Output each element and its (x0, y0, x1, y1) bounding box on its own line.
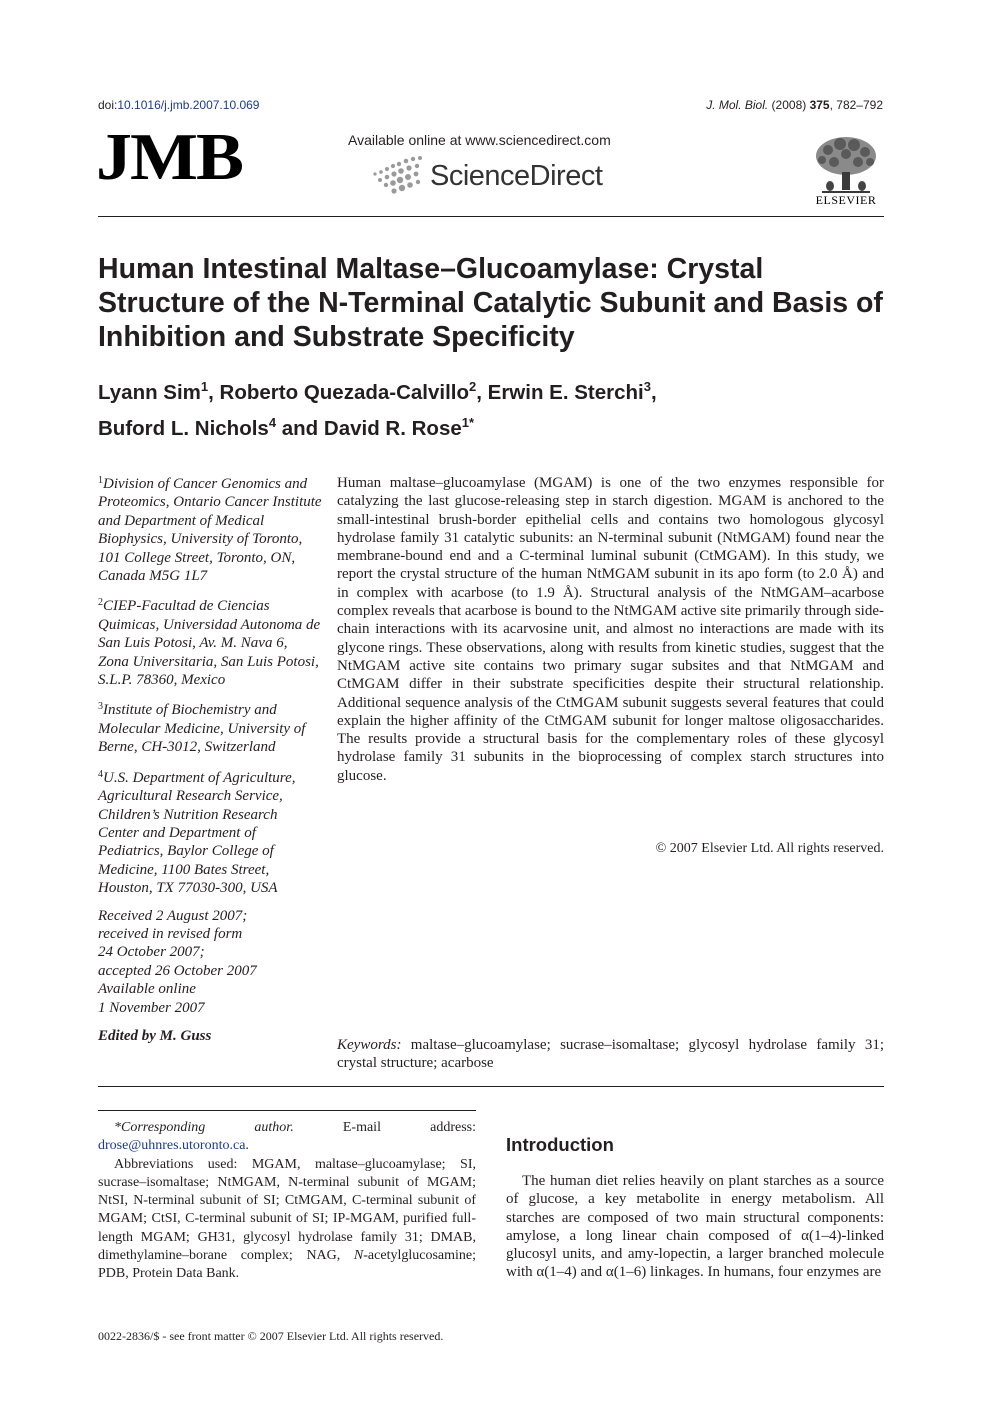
online-label: Available online (98, 981, 196, 998)
affiliation-text: Division of Cancer Genomics and Proteomics, Ontario Cancer Institute and Department of Medical Biophysics, University of Toronto, 101 College Street, Toronto, ON, Canada M5G 1L7 (98, 476, 322, 585)
sciencedirect-name: ScienceDirect (430, 160, 603, 192)
author (324, 417, 474, 440)
front-matter-footer: 0022-2836/$ - see front matter © 2007 Elsevier Ltd. All rights reserved. (98, 1329, 444, 1343)
journal-year: (2008) (768, 98, 810, 112)
affiliation-number: 3 (98, 701, 103, 713)
author-affil-mark: 1 (200, 379, 209, 394)
affiliation-text: Institute of Biochemistry and Molecular Medicine, University of Berne, CH-3012, Switzerland (98, 702, 306, 756)
header-divider (98, 216, 884, 217)
sciencedirect-dots-icon (372, 156, 432, 196)
abbreviations-italic: N (353, 1248, 364, 1264)
author (488, 381, 657, 404)
keywords (337, 1036, 884, 1073)
edited-by: Edited by M. Guss (98, 1027, 212, 1044)
author-name: David R. Rose (323, 417, 462, 440)
affiliation (98, 472, 322, 585)
affiliation-number: 2 (98, 597, 103, 609)
accepted-date: accepted 26 October 2007 (98, 962, 257, 979)
introduction-heading: Introduction (506, 1134, 614, 1155)
author-affil-mark: 4 (268, 415, 277, 430)
author-separator: , (208, 381, 220, 404)
email-end: . (245, 1138, 249, 1154)
article-history (98, 907, 322, 1046)
journal-volume: 375 (809, 98, 830, 112)
affiliation-text: U.S. Department of Agriculture, Agricultural Research Service, Children’s Nutrition Research Center and Department of Pediatrics, Baylor College of Medicine, 1100 Bates Street, Houston, TX 77030-300, USA (98, 769, 296, 897)
affiliation-text: CIEP-Facultad de Ciencias Quimicas, Universidad Autonoma de San Luis Potosi, Av. M. Nava 6, Zona Universitaria, San Luis Potosi, S.L.P. 78360, Mexico (98, 598, 321, 689)
revised-date: 24 October 2007; (98, 944, 205, 961)
footnote-divider (98, 1110, 476, 1111)
jmb-logo: JMB (96, 120, 242, 194)
author-name: Erwin E. Sterchi (487, 381, 644, 404)
affiliation (98, 698, 322, 756)
footnotes (98, 1119, 476, 1284)
corresponding-label: *Corresponding author. (114, 1120, 294, 1135)
online-date: 1 November 2007 (98, 999, 205, 1016)
author-name: Lyann Sim (98, 381, 201, 404)
revised-label: received in revised form (98, 925, 243, 942)
journal-citation (706, 98, 883, 112)
author (220, 381, 488, 404)
email-label: E-mail address: (293, 1120, 476, 1135)
author (98, 417, 324, 440)
author-affil-mark: 2 (469, 379, 477, 394)
author-list (98, 372, 884, 444)
author (98, 381, 220, 404)
affiliations (98, 472, 322, 1045)
abstract-divider (98, 1086, 884, 1087)
keywords-label: Keywords: (337, 1037, 402, 1053)
abstract-copyright: © 2007 Elsevier Ltd. All rights reserved. (655, 841, 884, 856)
doi-prefix: doi: (98, 98, 118, 112)
author-affil-mark: 1* (461, 415, 475, 430)
history-dates (98, 907, 322, 981)
affiliation (98, 766, 322, 898)
author-separator: , (476, 381, 488, 404)
journal-pages: , 782–792 (829, 98, 883, 112)
doi (98, 98, 259, 112)
affiliation-number: 4 (98, 768, 103, 780)
introduction-text: The human diet relies heavily on plant starches as a source of glucose, a key metabolite in energy metabolism. All starches are composed of two main structural components: amylose, a long linear chain composed of α(1–4)-linked glucosyl units, and amy-lopectin, a larger branched molecule with α(1–4) and α(1–6) linkages. In humans, four enzymes are (506, 1173, 884, 1281)
author-separator: , (650, 381, 657, 404)
email-link[interactable]: drose@uhnres.utoronto.ca (98, 1138, 246, 1154)
affiliation-number: 1 (98, 475, 103, 486)
article-title: Human Intestinal Maltase–Glucoamylase: Crystal Structure of the N-Terminal Catalytic Subunit and Basis of Inhibition and Substrate Specificity (98, 253, 883, 353)
doi-link[interactable]: 10.1016/j.jmb.2007.10.069 (117, 98, 260, 112)
abbreviations-text-end: -acetylglucosamine; PDB, Protein Data Bank. (98, 1248, 476, 1282)
journal-name: J. Mol. Biol. (706, 98, 769, 112)
abbreviations-text: Abbreviations used: MGAM, maltase–glucoamylase; SI, sucrase–isomaltase; NtMGAM, N-terminal subunit of MGAM; NtSI, N-terminal subunit of SI; CtMGAM, C-terminal subunit of MGAM; CtSI, C-terminal subunit of SI; IP-MGAM, purified full-length MGAM; GH31, glycosyl hydrolase family 31; DMAB, dimethylamine–borane complex; NAG, (98, 1156, 476, 1264)
author-name: Buford L. Nichols (98, 417, 269, 440)
abstract-text: Human maltase–glucoamylase (MGAM) is one of the two enzymes responsible for catalyzing the last glucose-releasing step in starch digestion. MGAM is anchored to the small-intestinal brush-border epithelial cells and contains two homologous glycosyl hydrolase family 31 catalytic subunits: an N-terminal subunit (NtMGAM) found near the membrane-bound end and a C-terminal luminal subunit (CtMGAM). In this study, we report the crystal structure of the human NtMGAM subunit in its apo form (to 2.0 Å) and in complex with acarbose (to 1.9 Å). Structural analysis of the NtMGAM–acarbose complex reveals that acarbose is bound to the NtMGAM active site primarily through side-chain interactions with its acarvosine unit, and almost no interactions are made with its glycone rings. These observations, along with results from kinetic studies, suggest that the NtMGAM active site contains two primary sugar subsites and that NtMGAM and CtMGAM differ in their substrate specificities despite their structural relationship. Additional sequence analysis of the CtMGAM subunit suggests several features that could explain the higher affinity of the CtMGAM subunit for longer maltose oligosaccharides. The results provide a structural basis for the complementary roles of these glycosyl hydrolase family 31 subunits in the bioprocessing of complex starch structures into glucose. (337, 475, 884, 784)
author-affil-mark: 3 (643, 379, 651, 394)
author-separator: and (276, 417, 324, 440)
keywords-list: maltase–glucoamylase; sucrase–isomaltase; glycosyl hydrolase family 31; crystal structure; acarbose (337, 1037, 884, 1072)
sciencedirect-logo[interactable] (372, 156, 612, 196)
corresponding-author-note (98, 1119, 476, 1156)
affiliation (98, 594, 322, 689)
available-online-text: Available online at www.sciencedirect.com (348, 132, 611, 148)
author-name: Roberto Quezada-Calvillo (219, 381, 470, 404)
received-date: Received 2 August 2007; (98, 907, 248, 924)
elsevier-logo-text: ELSEVIER (815, 193, 877, 207)
abbreviations-note (98, 1156, 476, 1284)
